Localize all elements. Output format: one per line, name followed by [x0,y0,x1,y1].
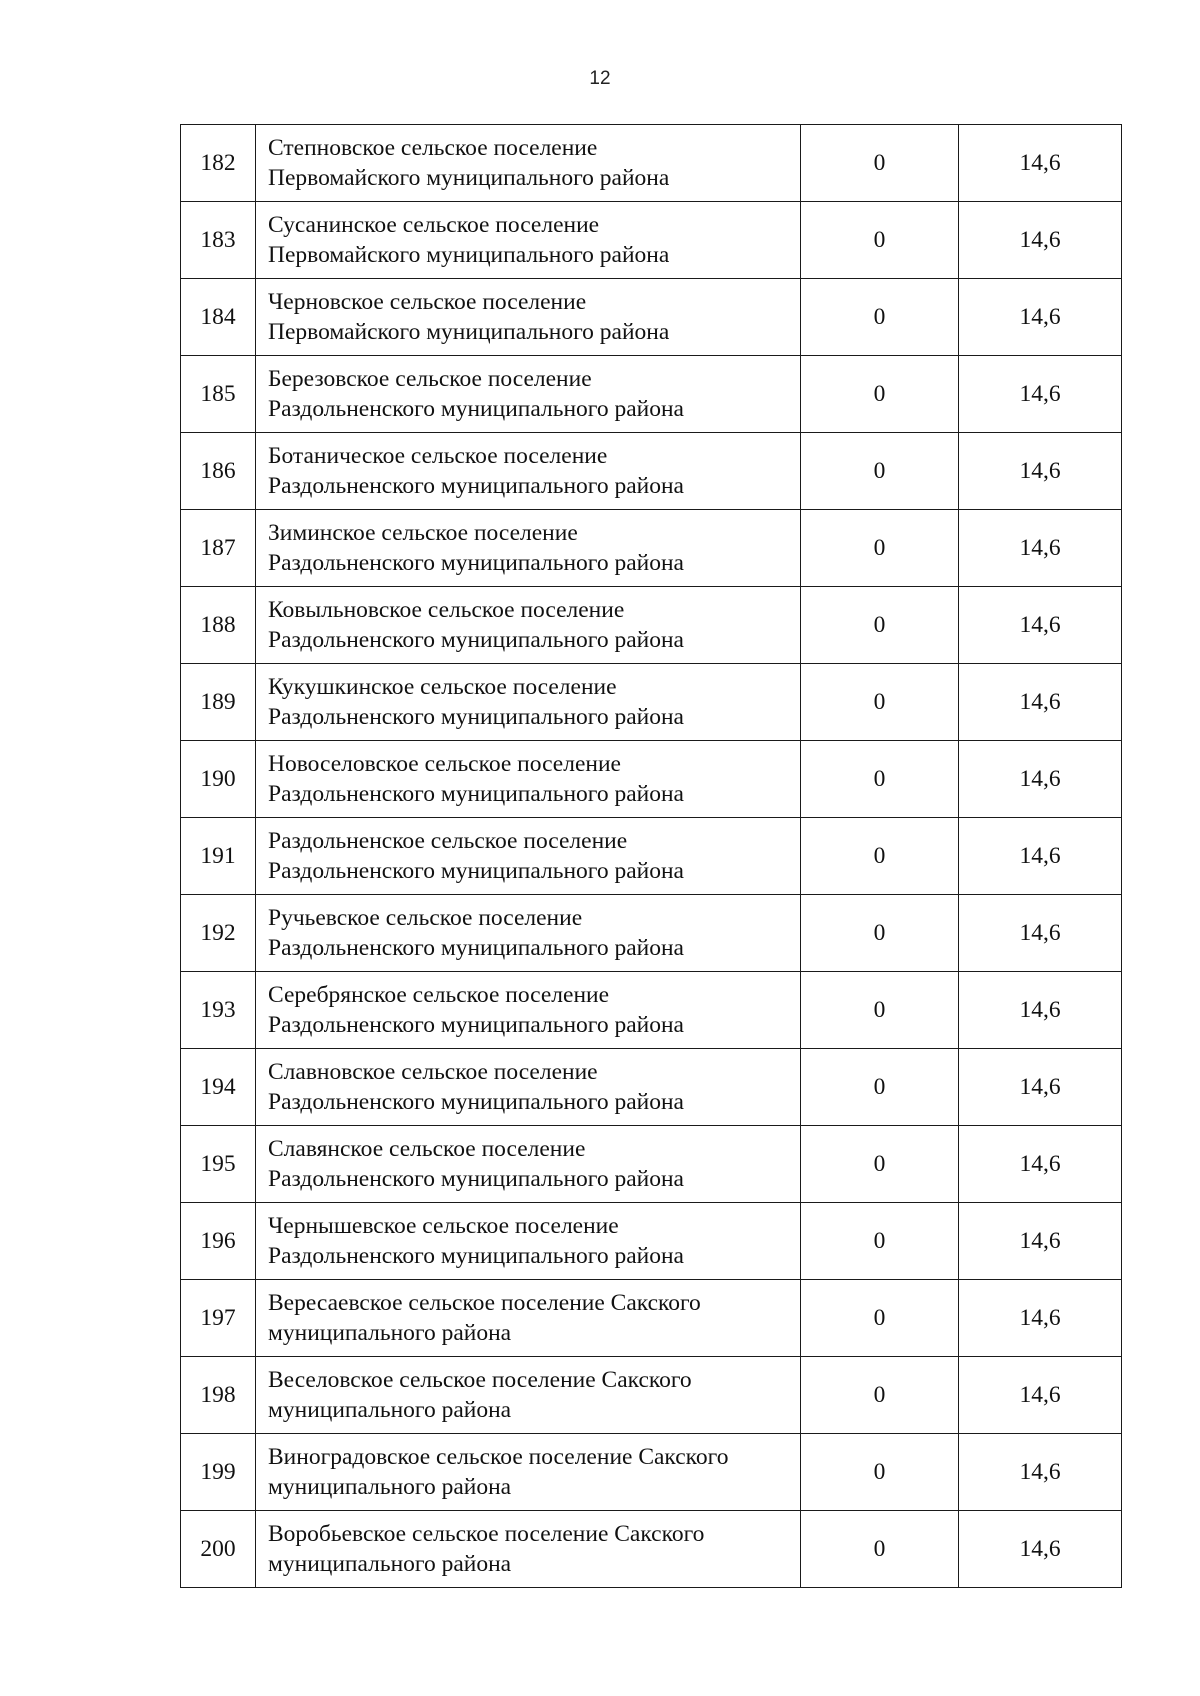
value-column-1: 0 [801,356,959,433]
value-column-1: 0 [801,433,959,510]
row-number: 185 [181,356,256,433]
table-row [181,356,1122,433]
table-row [181,895,1122,972]
row-number: 182 [181,125,256,202]
value-column-1: 0 [801,125,959,202]
row-number: 198 [181,1357,256,1434]
settlement-name-line-1: Славянское сельское поселение [268,1136,586,1162]
value-column-2: 14,6 [959,279,1122,356]
value-column-2: 14,6 [959,510,1122,587]
table-row [181,279,1122,356]
settlement-name-line-1: Степновское сельское поселение [268,135,598,161]
settlement-name-line-1: Раздольненское сельское поселение [268,828,628,854]
value-column-2: 14,6 [959,1280,1122,1357]
table-row [181,1049,1122,1126]
table-row [181,664,1122,741]
settlement-name [256,1434,801,1511]
settlement-name [256,279,801,356]
value-column-2: 14,6 [959,1126,1122,1203]
settlement-name-line-1: Березовское сельское поселение [268,366,592,392]
settlement-name-line-2: Раздольненского муниципального района [268,1166,684,1192]
settlements-table [180,124,1122,1588]
table-row [181,202,1122,279]
value-column-2: 14,6 [959,1049,1122,1126]
settlement-name-line-1: Черновское сельское поселение [268,289,587,315]
value-column-1: 0 [801,1280,959,1357]
table-row [181,125,1122,202]
table-row [181,1511,1122,1588]
settlement-name-line-2: Раздольненского муниципального района [268,935,684,961]
value-column-2: 14,6 [959,1203,1122,1280]
settlement-name-line-1: Веселовское сельское поселение Сакского [268,1367,692,1393]
settlement-name-line-1: Ботаническое сельское поселение [268,443,608,469]
settlement-name-line-1: Серебрянское сельское поселение [268,982,610,1008]
row-number: 196 [181,1203,256,1280]
value-column-1: 0 [801,972,959,1049]
value-column-2: 14,6 [959,972,1122,1049]
row-number: 197 [181,1280,256,1357]
settlement-name-line-1: Новоселовское сельское поселение [268,751,621,777]
value-column-1: 0 [801,1357,959,1434]
table-row [181,1434,1122,1511]
value-column-2: 14,6 [959,664,1122,741]
settlement-name-line-2: Раздольненского муниципального района [268,396,684,422]
value-column-1: 0 [801,587,959,664]
value-column-1: 0 [801,664,959,741]
row-number: 183 [181,202,256,279]
table-row [181,587,1122,664]
value-column-2: 14,6 [959,741,1122,818]
settlement-name-line-2: Раздольненского муниципального района [268,704,684,730]
settlement-name [256,356,801,433]
row-number: 199 [181,1434,256,1511]
table-row [181,510,1122,587]
value-column-1: 0 [801,895,959,972]
settlement-name [256,818,801,895]
settlement-name-line-2: Раздольненского муниципального района [268,1089,684,1115]
table-row [181,433,1122,510]
value-column-1: 0 [801,279,959,356]
settlement-name [256,741,801,818]
table-row [181,972,1122,1049]
settlement-name-line-1: Кукушкинское сельское поселение [268,674,617,700]
value-column-2: 14,6 [959,202,1122,279]
value-column-1: 0 [801,1434,959,1511]
settlement-name-line-1: Воробьевское сельское поселение Сакского [268,1521,705,1547]
value-column-2: 14,6 [959,1434,1122,1511]
settlement-name [256,125,801,202]
settlement-name [256,433,801,510]
settlement-name [256,895,801,972]
settlement-name-line-1: Вересаевское сельское поселение Сакского [268,1290,701,1316]
value-column-1: 0 [801,202,959,279]
value-column-1: 0 [801,1511,959,1588]
settlement-name [256,202,801,279]
settlement-name [256,587,801,664]
row-number: 192 [181,895,256,972]
settlement-name [256,1203,801,1280]
value-column-2: 14,6 [959,818,1122,895]
settlement-name-line-2: Первомайского муниципального района [268,165,670,191]
value-column-1: 0 [801,741,959,818]
value-column-2: 14,6 [959,1511,1122,1588]
table-row [181,1357,1122,1434]
row-number: 195 [181,1126,256,1203]
value-column-1: 0 [801,1049,959,1126]
value-column-2: 14,6 [959,587,1122,664]
table-row [181,1203,1122,1280]
settlement-name-line-1: Зиминское сельское поселение [268,520,578,546]
value-column-2: 14,6 [959,433,1122,510]
settlement-name-line-2: Первомайского муниципального района [268,319,670,345]
settlement-name [256,972,801,1049]
table-row [181,1126,1122,1203]
row-number: 190 [181,741,256,818]
settlement-name-line-2: Раздольненского муниципального района [268,1243,684,1269]
settlement-name [256,510,801,587]
row-number: 189 [181,664,256,741]
settlement-name-line-1: Чернышевское сельское поселение [268,1213,619,1239]
settlement-name-line-1: Сусанинское сельское поселение [268,212,600,238]
value-column-1: 0 [801,1203,959,1280]
settlement-name [256,664,801,741]
settlement-name [256,1511,801,1588]
settlement-name-line-2: муниципального района [268,1397,512,1423]
table-row [181,741,1122,818]
settlement-name-line-2: Раздольненского муниципального района [268,1012,684,1038]
table-row [181,818,1122,895]
settlement-name-line-1: Виноградовское сельское поселение Сакского [268,1444,729,1470]
value-column-1: 0 [801,510,959,587]
value-column-2: 14,6 [959,356,1122,433]
row-number: 184 [181,279,256,356]
row-number: 191 [181,818,256,895]
page-number: 12 [589,68,611,89]
row-number: 187 [181,510,256,587]
settlement-name-line-2: Раздольненского муниципального района [268,473,684,499]
settlement-name-line-1: Славновское сельское поселение [268,1059,598,1085]
row-number: 200 [181,1511,256,1588]
value-column-1: 0 [801,1126,959,1203]
table-body [181,125,1122,1588]
settlement-name [256,1049,801,1126]
value-column-2: 14,6 [959,895,1122,972]
row-number: 194 [181,1049,256,1126]
settlement-name-line-2: Раздольненского муниципального района [268,858,684,884]
settlement-name-line-2: муниципального района [268,1474,512,1500]
settlement-name-line-2: Раздольненского муниципального района [268,550,684,576]
value-column-2: 14,6 [959,125,1122,202]
table-row [181,1280,1122,1357]
settlement-name-line-2: Раздольненского муниципального района [268,781,684,807]
settlement-name-line-1: Ручьевское сельское поселение [268,905,583,931]
settlement-name [256,1126,801,1203]
value-column-2: 14,6 [959,1357,1122,1434]
settlement-name [256,1357,801,1434]
settlement-name-line-1: Ковыльновское сельское поселение [268,597,625,623]
settlement-name-line-2: муниципального района [268,1551,512,1577]
row-number: 193 [181,972,256,1049]
settlement-name-line-2: Раздольненского муниципального района [268,627,684,653]
settlement-name-line-2: муниципального района [268,1320,512,1346]
row-number: 188 [181,587,256,664]
row-number: 186 [181,433,256,510]
settlement-name-line-2: Первомайского муниципального района [268,242,670,268]
settlement-name [256,1280,801,1357]
value-column-1: 0 [801,818,959,895]
